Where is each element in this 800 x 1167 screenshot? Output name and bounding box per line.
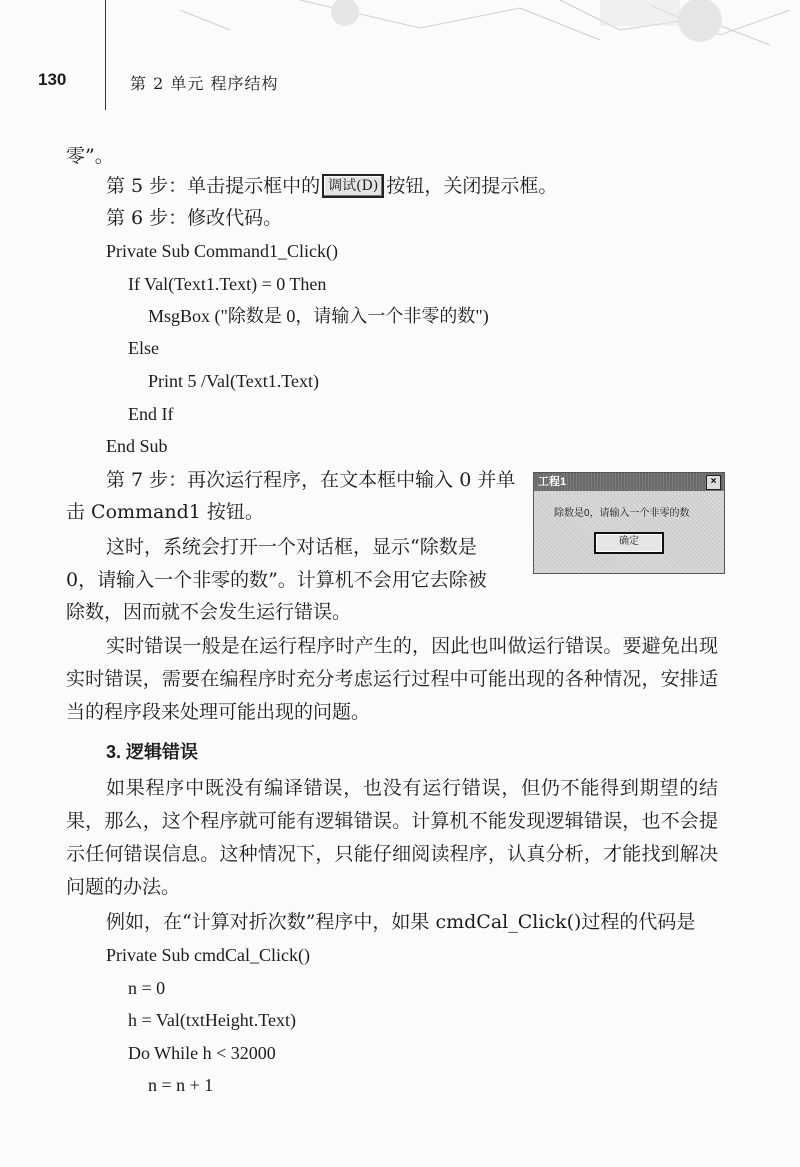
code-line: Private Sub cmdCal_Click() [106, 945, 310, 965]
header-divider [105, 0, 106, 110]
text-line: 例如，在“计算对折次数”程序中，如果 cmdCal_Click()过程的代码是 [106, 911, 696, 933]
text-line: 除数，因而就不会发生运行错误。 [66, 601, 352, 623]
dialog-title-bar [534, 473, 724, 491]
ok-button: 确定 [594, 532, 664, 554]
text-line: 零”。 [66, 145, 114, 167]
message-dialog-screenshot [533, 472, 725, 574]
header-decoration [0, 0, 800, 60]
code-line: Else [128, 338, 159, 358]
text-span: 按钮，关闭提示框。 [386, 175, 558, 197]
text-line: 这时，系统会打开一个对话框，显示“除数是 [106, 536, 477, 558]
section-heading: 3. 逻辑错误 [106, 742, 199, 762]
code-line: n = n + 1 [148, 1075, 214, 1095]
code-line: n = 0 [128, 978, 166, 998]
text-line: 击 Command1 按钮。 [66, 501, 264, 523]
code-line: Print 5 /Val(Text1.Text) [148, 371, 319, 391]
running-header-title: 第 2 单元 程序结构 [130, 74, 279, 93]
text-span: 第 5 步：单击提示框中的 [106, 175, 321, 197]
dialog-title: 工程1 [538, 476, 567, 488]
code-line: Do While h < 32000 [128, 1043, 276, 1063]
text-line: 0，请输入一个非零的数”。计算机不会用它去除被 [66, 569, 487, 591]
page-number: 130 [38, 70, 67, 89]
code-line: End If [128, 404, 174, 424]
dialog-message: 除数是0，请输入一个非零的数 [554, 508, 690, 519]
code-line: MsgBox ("除数是 0，请输入一个非零的数") [148, 306, 489, 326]
debug-button-image: 调试(D) [322, 174, 384, 198]
decorative-graphic [0, 0, 800, 60]
text-line: 第 6 步：修改代码。 [106, 207, 283, 229]
paragraph-logic-errors: 如果程序中既没有编译错误，也没有运行错误，但仍不能得到期望的结果，那么，这个程序就可能有逻辑错误。计算机不能发现逻辑错误，也不会提示任何错误信息。这种情况下，只能仔细阅读程序，认真分析，才能找到解决问题的办法。 [66, 777, 718, 898]
code-line: End Sub [106, 436, 168, 456]
paragraph-runtime-errors: 实时错误一般是在运行程序时产生的，因此也叫做运行错误。要避免出现实时错误，需要在编程序时充分考虑运行过程中可能出现的各种情况，安排适当的程序段来处理可能出现的问题。 [66, 635, 718, 723]
code-line: Private Sub Command1_Click() [106, 241, 338, 261]
close-icon: × [706, 475, 721, 490]
code-line: h = Val(txtHeight.Text) [128, 1010, 297, 1030]
step5-line [106, 170, 557, 202]
code-line: If Val(Text1.Text) = 0 Then [128, 274, 327, 294]
text-line: 第 7 步：再次运行程序，在文本框中输入 0 并单 [106, 469, 516, 491]
